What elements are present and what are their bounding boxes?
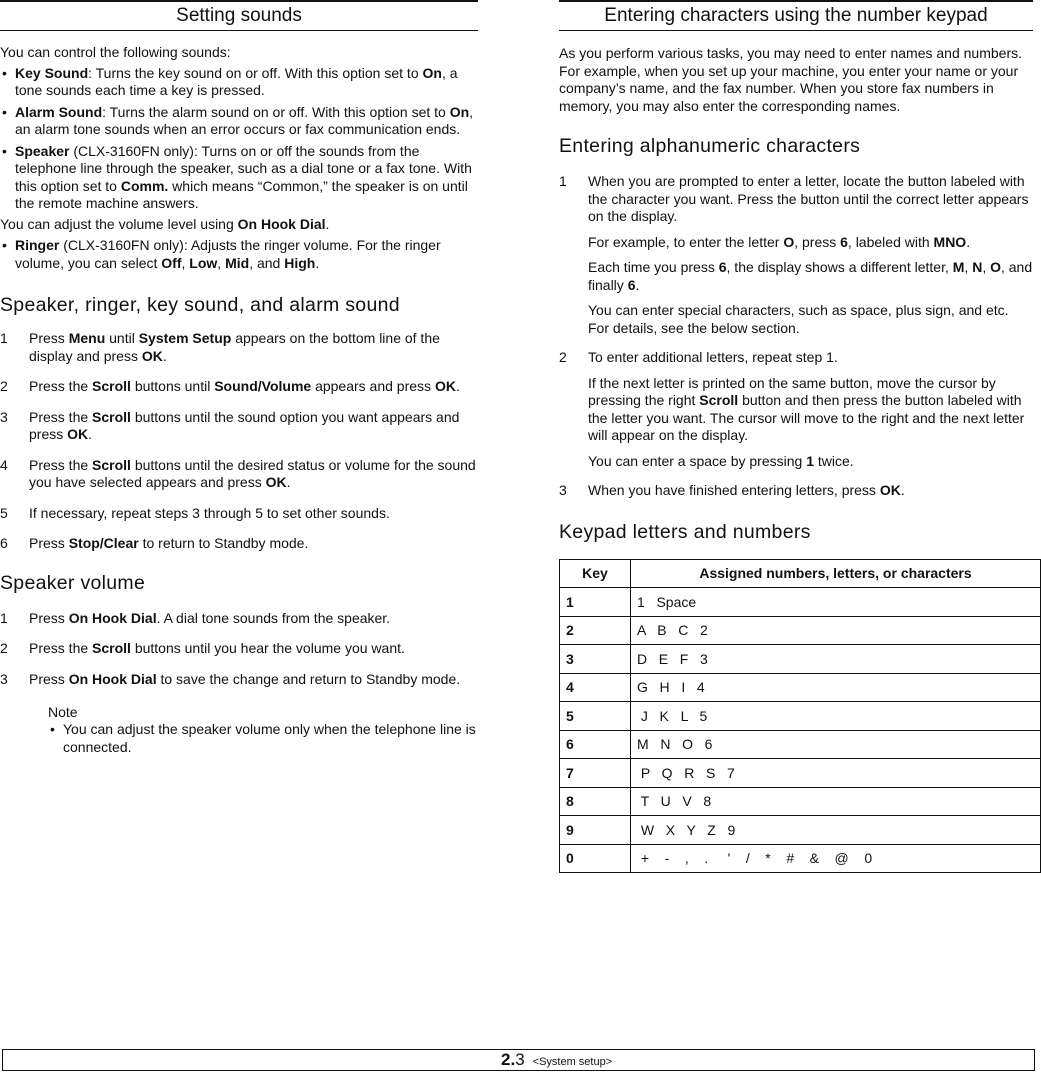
right-column (559, 0, 1033, 873)
column-header-key: Key (560, 559, 631, 588)
note-title: Note (48, 704, 78, 720)
step-item: 5 If necessary, repeat steps 3 through 5 to set other sounds. (0, 504, 390, 521)
ringer-list (0, 237, 478, 272)
table-row: 2 A B C 2 (560, 616, 1041, 645)
table-row: 6 M N O 6 (560, 730, 1041, 759)
step-item: 1 When you are prompted to enter a letter, locate the button labeled with the character you want. Press the button until the correct letter appears on the display. For example, to enter the letter O, press 6, labeled with MNO. Each time you press 6, the display shows a different letter, M, N, O, and finally 6. You can enter special characters, such as space, plus sign, and etc. For details, see the below section. (559, 173, 1033, 336)
table-row: 5 J K L 5 (560, 702, 1041, 731)
note-text: • You can adjust the speaker volume only when the telephone line is connected. (48, 721, 478, 756)
volume-line: You can adjust the volume level using On Hook Dial. (0, 215, 330, 232)
list-item: • Key Sound: Turns the key sound on or off. With this option set to On, a tone sounds each time a key is pressed. (0, 65, 478, 100)
step-item: 4 Press the Scroll buttons until the desired status or volume for the sound you have selected appears and press OK. (0, 456, 476, 490)
section-heading-speaker-volume: Speaker volume (0, 571, 146, 594)
section-heading-keypad: Keypad letters and numbers (559, 520, 811, 543)
step-item: 2 To enter additional letters, repeat step 1. If the next letter is printed on the same button, move the cursor by pressing the right Scroll button and then press the button labeled with the letter you want. The cursor will move to the right and the next letter will appear on the display. You can enter a space by pressing 1 twice. (559, 349, 1025, 469)
table-row: 1 1 Space (560, 588, 1041, 617)
list-item: • Alarm Sound: Turns the alarm sound on or off. With this option set to On, an alarm tone sounds when an error occurs or fax communication ends. (0, 104, 478, 139)
step-item: 1 Press Menu until System Setup appears on the bottom line of the display and press OK. (0, 330, 440, 364)
page-number: 2.3 (501, 1050, 525, 1069)
sound-options-list (0, 65, 478, 213)
table-row: 7 P Q R S 7 (560, 759, 1041, 788)
column-header-chars: Assigned numbers, letters, or characters (631, 559, 1041, 588)
step-item: 1 Press On Hook Dial. A dial tone sounds from the speaker. (0, 609, 391, 626)
table-row: 0 + - , . ' / * # & @ 0 (560, 844, 1041, 873)
section-title-setting-sounds: Setting sounds (0, 0, 478, 31)
step-item: 3 Press On Hook Dial to save the change and return to Standby mode. (0, 670, 461, 687)
table-row: 4 G H I 4 (560, 673, 1041, 702)
note-list (48, 721, 478, 756)
section-title-entering-characters: Entering characters using the number keypad (559, 0, 1033, 31)
section-heading-alphanumeric: Entering alphanumeric characters (559, 135, 861, 157)
chapter-label: <System setup> (532, 1056, 613, 1068)
note-block (48, 704, 478, 756)
step-item: 3 Press the Scroll buttons until the sound option you want appears and press OK. (0, 408, 460, 442)
table-header-row (560, 559, 1041, 588)
intro-text: You can control the following sounds: (0, 44, 231, 60)
steps-list (0, 610, 478, 689)
step-item: 6 Press Stop/Clear to return to Standby mode. (0, 535, 309, 551)
page-footer (2, 1049, 1035, 1071)
steps-list (0, 330, 478, 553)
footer-content (501, 1050, 612, 1072)
list-item: • Speaker (CLX-3160FN only): Turns on or off the sounds from the telephone line through the speaker, such as a dial tone or a fax tone. With this option set to Comm. which means “Common,” the speaker is on until the remote machine answers. (0, 143, 478, 213)
list-item: • Ringer (CLX-3160FN only): Adjusts the ringer volume. For the ringer volume, you can select Off, Low, Mid, and High. (0, 237, 478, 272)
step-item: 3 When you have finished entering letters, press OK. (559, 482, 905, 498)
intro-text: As you perform various tasks, you may need to enter names and numbers. For example, when you set up your machine, you enter your name or your company’s name, and the fax number. When you store fax numbers in memory, you may also enter the corresponding names. (559, 45, 1023, 114)
step-item: 2 Press the Scroll buttons until you hear the volume you want. (0, 640, 405, 656)
table-row: 3 D E F 3 (560, 645, 1041, 674)
left-column (0, 0, 478, 756)
step-item: 2 Press the Scroll buttons until Sound/Volume appears and press OK. (0, 378, 460, 394)
section-heading-speaker-ringer: Speaker, ringer, key sound, and alarm sound (0, 294, 400, 316)
table-row: 9 W X Y Z 9 (560, 816, 1041, 845)
keypad-table (559, 559, 1041, 874)
table-row: 8 T U V 8 (560, 787, 1041, 816)
steps-list (559, 173, 1033, 500)
